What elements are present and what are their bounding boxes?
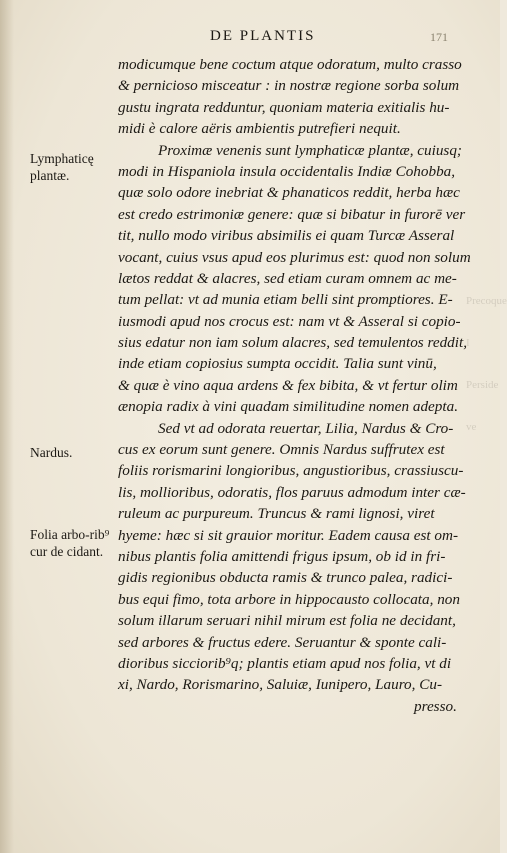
bleed-through-text (466, 280, 507, 433)
text-line: vocant, cuius vsus apud eos plurimus est: quod non solum (118, 248, 471, 266)
text-line: presso. (414, 697, 457, 715)
text-line: nibus plantis folia amittendi frigus ipsum, ob id in fri- (118, 547, 446, 565)
text-line: sed arbores & fructus edere. Seruantur & sponte cali- (118, 633, 447, 651)
text-line: lætos reddat & alacres, sed etiam curam omnem ac me- (118, 269, 457, 287)
text-line: ruleum ac purpureum. Truncus & rami lignosi, viret (118, 505, 435, 523)
text-line: tit, nullo modo viribus absimilis ei quam Turcæ Asseral (118, 227, 455, 245)
margin-note-nardus: Nardus. (30, 445, 73, 460)
text-line: inde etiam copiosius sumpta occidit. Talia sunt vinū, (118, 355, 437, 373)
text-line: ænopia radix à vini quadam similitudine nomen adepta. (118, 398, 459, 416)
text-line: gidis regionibus obducta ramis & trunco palea, radici- (118, 569, 453, 587)
text-line: modicumque bene coctum atque odoratum, multo crasso (118, 56, 462, 73)
body-text (118, 54, 471, 717)
text-line: midi è calore aëris ambientis putrefieri nequit. (118, 120, 401, 138)
bleed-through-line: Precoque I (466, 295, 507, 349)
page-number: 171 (430, 30, 448, 44)
page-gutter-shadow (0, 0, 14, 853)
text-line: dioribus sicciorib⁹q; plantis etiam apud nos folia, vt di (118, 654, 452, 672)
text-line: xi, Nardo, Rorismarino, Saluiæ, Iunipero, Lauro, Cu- (118, 676, 443, 694)
text-line: solum illarum seruari nihil mirum est folia ne decidant, (118, 612, 456, 630)
text-line: foliis rorismarini longioribus, angustioribus, crassiuscu- (118, 462, 464, 480)
page-header (0, 28, 500, 48)
text-line: iusmodi apud nos crocus est: nam vt & Asseral si copio- (118, 312, 461, 330)
text-line: bus equi fimo, tota arbore in hippocausto collocata, non (118, 590, 460, 608)
text-line: est credo estrimoniæ genere: quæ si bibatur in furorē ver (118, 205, 466, 223)
running-head: DE PLANTIS (210, 28, 316, 44)
text-line: tum pellat: vt ad munia etiam belli sint promptiores. E- (118, 291, 453, 309)
text-line: & pernicioso misceatur : in nostræ regione sorba solum (118, 77, 460, 95)
bleed-through-line: Perside ve (466, 379, 499, 433)
text-line: lis, mollioribus, odoratis, flos paruus admodum inter cæ- (118, 483, 466, 501)
text-line: quæ solo odore inebriat & phanaticos reddit, herba hæc (118, 184, 460, 202)
margin-note-folia: Folia arbo-rib⁹ cur de cidant. (30, 527, 110, 559)
text-line: sius edatur non iam solum alacres, sed temulentos reddit, (118, 334, 468, 352)
text-line: gustu ingrata redduntur, quoniam materia exitialis hu- (118, 98, 450, 116)
paragraph-start-line: Sed vt ad odorata reuertar, Lilia, Nardus & Cro- (158, 419, 454, 437)
text-line: hyeme: hæc si sit grauior moritur. Eadem causa est om- (118, 526, 458, 544)
text-line: & quæ è vino aqua ardens & fex bibita, & vt fertur olim (118, 376, 458, 394)
text-line: modi in Hispaniola insula occidentalis Indiæ Cohobba, (118, 162, 456, 180)
paragraph-start-line: Proximæ venenis sunt lymphaticæ plantæ, cuiusq; (158, 141, 462, 159)
margin-note-lymphaticae: Lymphaticę plantæ. (30, 151, 94, 183)
text-line: cus ex eorum sunt genere. Omnis Nardus suffrutex est (118, 441, 445, 459)
